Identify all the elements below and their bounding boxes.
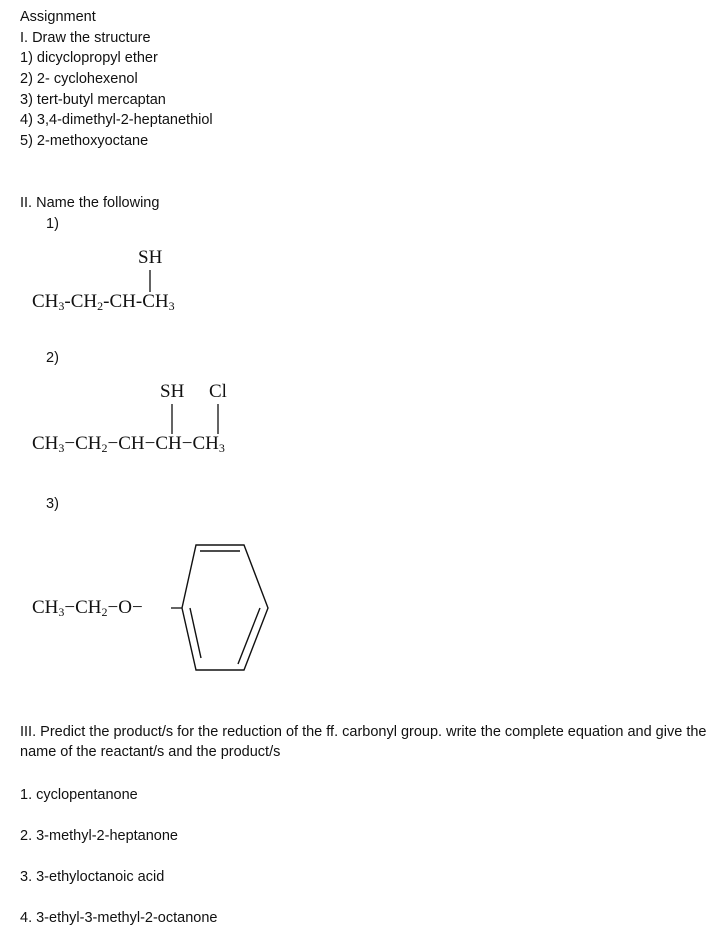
part1-item-5: 5) 2-methoxyoctane [20, 133, 149, 149]
benzene-ring-icon [182, 545, 268, 670]
compound-2-formula: $CH_3-CH_2-CH-CH-CH_3$ [32, 433, 225, 455]
part2-heading: II. Name the following [20, 195, 160, 211]
compound-1-formula: $CH_3-CH_2-CH-CH_3$ [32, 291, 175, 313]
part3-item-2: 2. 3-methyl-2-heptanone [20, 828, 178, 844]
compound-1-substituent-sh: SH [138, 247, 163, 268]
part1-item-4: 4) 3,4-dimethyl-2-heptanethiol [20, 112, 213, 128]
part3-item-1: 1. cyclopentanone [20, 787, 138, 803]
compound-2-substituent-sh: SH [160, 381, 185, 402]
part3-item-4: 4. 3-ethyl-3-methyl-2-octanone [20, 910, 218, 926]
part1-item-3: 3) tert-butyl mercaptan [20, 92, 166, 108]
part3-item-3: 3. 3-ethyloctanoic acid [20, 869, 165, 885]
assignment-title: Assignment [20, 9, 96, 25]
compound-2-substituent-cl: Cl [209, 381, 227, 402]
part1-item-1: 1) dicyclopropyl ether [20, 50, 158, 66]
compound-3-formula: $CH_3-CH_2-O-$ [32, 597, 143, 619]
compound-1-label: 1) [46, 216, 59, 232]
compound-2-label: 2) [46, 350, 59, 366]
compound-3-label: 3) [46, 496, 59, 512]
part1-item-2: 2) 2- cyclohexenol [20, 71, 138, 87]
part1-heading: I. Draw the structure [20, 30, 151, 46]
part3-heading: III. Predict the product/s for the reduction of the ff. carbonyl group. write the complete equation and give the name of the reactant/s and the product/s [20, 724, 707, 760]
